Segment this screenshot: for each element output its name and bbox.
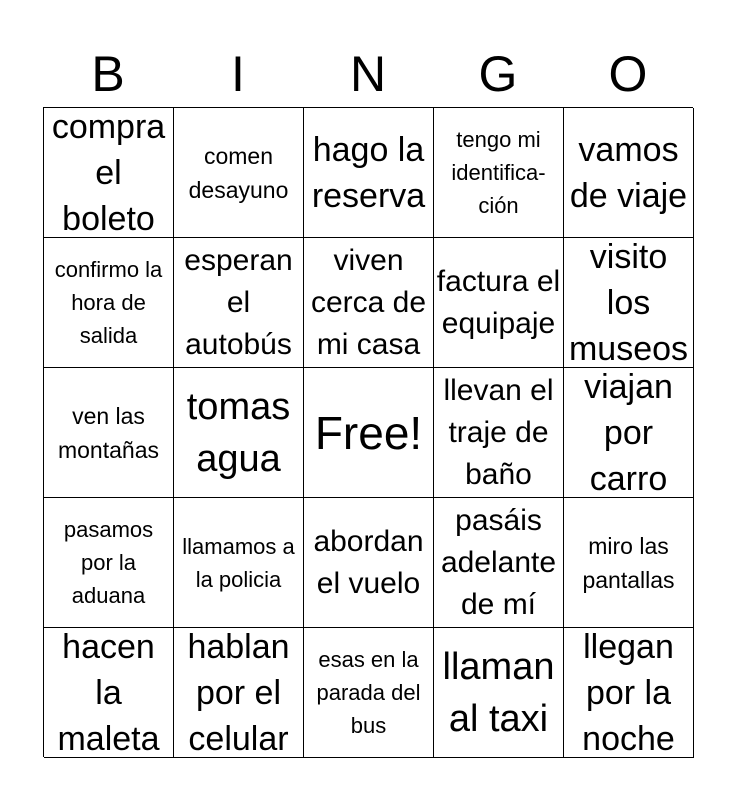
cell-text: confirmo la hora de salida <box>54 257 163 348</box>
cell-text: hacen la maleta <box>57 628 160 758</box>
cell-text: llamamos a la policia <box>182 533 295 592</box>
bingo-cell[interactable] <box>434 108 564 238</box>
cell-text: compra el boleto <box>51 108 166 238</box>
bingo-cell[interactable] <box>434 238 564 368</box>
bingo-header <box>43 40 693 108</box>
bingo-cell[interactable] <box>174 108 304 238</box>
cell-text: comen desayuno <box>188 142 289 203</box>
cell-text: miro las pantallas <box>582 532 675 593</box>
bingo-cell[interactable] <box>304 498 434 628</box>
header-letter-b: B <box>91 46 125 102</box>
cell-text: llevan el traje de baño <box>443 373 554 491</box>
cell-text: viven cerca de mi casa <box>310 243 427 361</box>
cell-text: pasamos por la aduana <box>63 517 154 608</box>
cell-text: hago la reserva <box>311 130 426 215</box>
bingo-cell[interactable] <box>174 238 304 368</box>
header-letter-i: I <box>231 46 245 102</box>
bingo-cell[interactable] <box>564 238 694 368</box>
cell-text: pasáis adelante de mí <box>440 503 557 621</box>
cell-text: factura el equipaje <box>436 264 561 340</box>
bingo-cell[interactable] <box>44 628 174 758</box>
bingo-cell[interactable] <box>564 108 694 238</box>
bingo-cell[interactable] <box>434 368 564 498</box>
bingo-cell[interactable] <box>44 498 174 628</box>
bingo-cell[interactable] <box>434 498 564 628</box>
cell-text: hablan por el celular <box>187 628 290 758</box>
cell-text: vamos de viaje <box>569 130 688 215</box>
header-letter-o: O <box>608 46 648 102</box>
bingo-cell[interactable] <box>304 108 434 238</box>
cell-text: llegan por la noche <box>582 628 675 758</box>
cell-text: esperan el autobús <box>184 243 293 361</box>
bingo-cell[interactable] <box>174 498 304 628</box>
cell-text: tomas agua <box>186 385 291 480</box>
bingo-cell[interactable] <box>44 108 174 238</box>
cell-text: llaman al taxi <box>442 645 555 740</box>
cell-text: esas en la parada del bus <box>316 647 421 738</box>
header-letter-n: N <box>349 46 387 102</box>
cell-text: abordan el vuelo <box>313 524 424 600</box>
bingo-cell[interactable] <box>434 628 564 758</box>
bingo-cell[interactable] <box>174 368 304 498</box>
cell-text: visito los museos <box>568 238 689 368</box>
bingo-cell[interactable] <box>564 498 694 628</box>
header-letter-g: G <box>478 46 518 102</box>
bingo-cell[interactable] <box>304 238 434 368</box>
free-cell[interactable] <box>304 368 434 498</box>
cell-text: Free! <box>314 406 423 459</box>
bingo-cell[interactable] <box>564 368 694 498</box>
bingo-cell[interactable] <box>304 628 434 758</box>
bingo-cell[interactable] <box>564 628 694 758</box>
bingo-board <box>43 107 693 757</box>
bingo-cell[interactable] <box>44 368 174 498</box>
bingo-cell[interactable] <box>44 238 174 368</box>
cell-text: ven las montañas <box>57 402 159 463</box>
cell-text: viajan por carro <box>584 368 673 498</box>
bingo-cell[interactable] <box>174 628 304 758</box>
cell-text: tengo mi identifica-ción <box>451 127 546 218</box>
